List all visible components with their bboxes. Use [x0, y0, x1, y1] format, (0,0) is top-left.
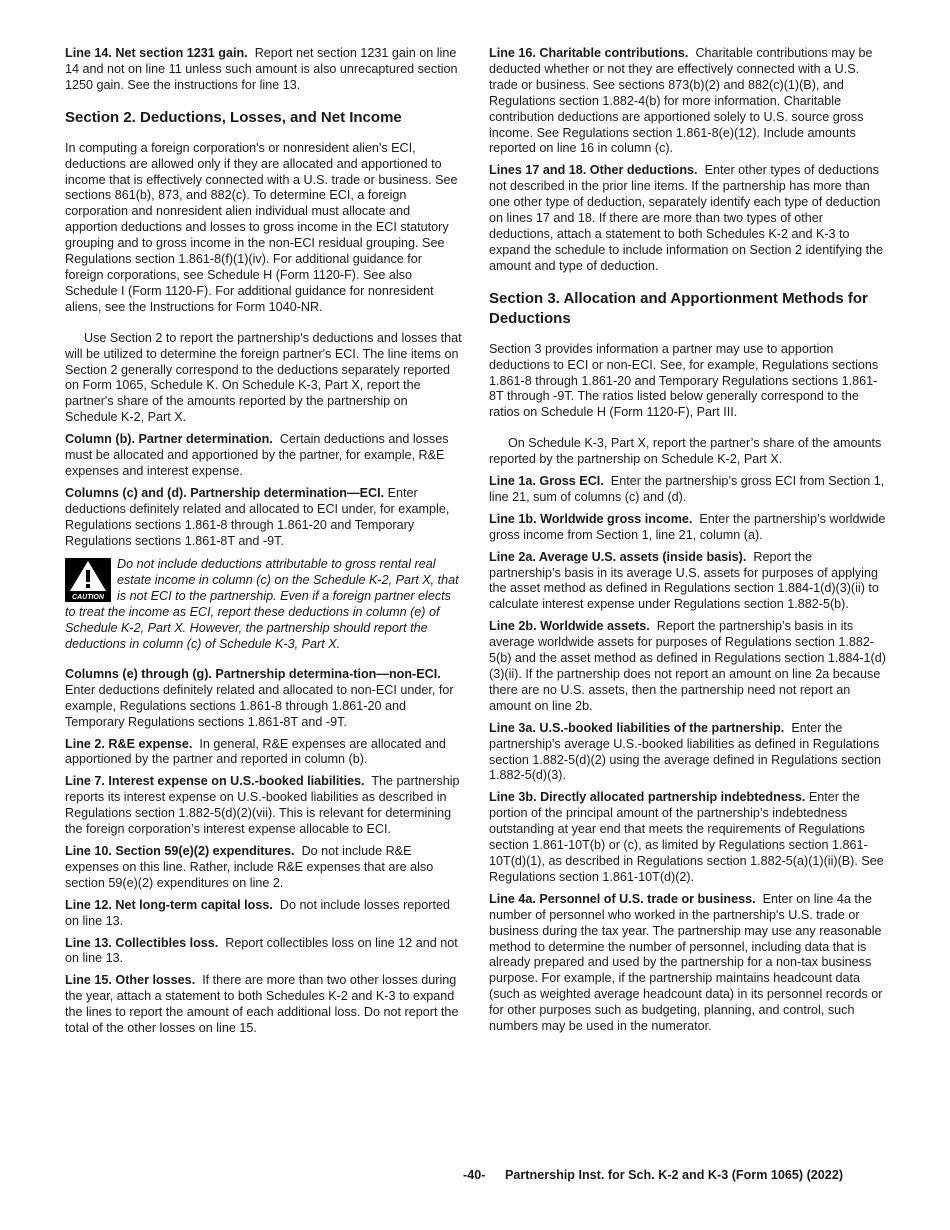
line10-paragraph — [65, 844, 463, 892]
line3b-text: Enter the portion of the principal amount of the partnership’s indebtedness outstanding at year end that meets the requirements of Regulations section 1.861-10T(b) or (c), as limited by Regulations section 1.861-10T(d)(1), as described in Regulations section 1.882-5(a)(1)(ii)(B). See Regulations section 1.861-10T(d)(2). — [489, 790, 884, 884]
line15-paragraph — [65, 973, 463, 1037]
section2-heading: Section 2. Deductions, Losses, and Net Income — [65, 108, 402, 126]
columns-c-d-text: Enter deductions definitely related and allocated to ECI under, for example, Regulations sections 1.861-8 through 1.861-20 and Temporary Regulations sections 1.861-8T and -9T. — [65, 485, 450, 548]
line7-text: The partnership reports its interest expense on U.S.-booked liabilities as described in Regulations section 1.882-5(d)(2)(vii). This is relevant for determining the foreign corporation’s interest expense allocable to ECI. — [65, 774, 460, 837]
line15-term: Line 15. Other losses. — [65, 973, 196, 988]
line1b-term: Line 1b. Worldwide gross income. — [489, 511, 693, 526]
columns-c-d-paragraph — [65, 486, 463, 550]
columns-e-g-paragraph — [65, 667, 463, 731]
line10-text: Do not include R&E expenses on this line. Rather, include R&E expenses that are also section 59(e)(2) expenditures on line 2. — [65, 843, 434, 890]
line2b-paragraph — [489, 619, 887, 714]
line13-text: Report collectibles loss on line 12 and not on line 13. — [65, 935, 458, 966]
left-column — [65, 46, 463, 1043]
line2a-term: Line 2a. Average U.S. assets (inside basis). — [489, 549, 747, 564]
line3a-text: Enter the partnership's average U.S.-booked liabilities as defined in Regulations section 1.882-5(d)(2) using the average defined in Regulations section 1.882-5(d)(3). — [489, 720, 882, 783]
section3-intro: Section 3 provides information a partner may use to apportion deductions to ECI or non-ECI. See, for example, Regulations sections 1.861-8 through 1.861-20 and Temporary Regulations sections 1.861-8T through -9T. The ratios listed below generally correspond to the ratios on Schedule H (Form 1120-F), Part III. — [489, 341, 879, 420]
columns-c-d-term: Columns (c) and (d). Partnership determination—ECI. — [65, 485, 385, 500]
lines17-18-term: Lines 17 and 18. Other deductions. — [489, 163, 698, 178]
line1b-text: Enter the partnership’s worldwide gross income from Section 1, line 21, column (a). — [489, 511, 886, 542]
line4a-term: Line 4a. Personnel of U.S. trade or business. — [489, 891, 756, 906]
section3-heading: Section 3. Allocation and Apportionment Methods for Deductions — [489, 289, 868, 327]
line10-term: Line 10. Section 59(e)(2) expenditures. — [65, 843, 295, 858]
line2b-text: Report the partnership’s basis in its average worldwide assets for purposes of Regulations section 1.882-5(b) and the asset method as defined in Regulations section 1.884-1(d)(3)(ii). If the partnership does not report an amount on line 2a because there are no U.S. assets, then the partnership need not report an amount on line 2b. — [489, 619, 886, 713]
line15-text: If there are more than two other losses during the year, attach a statement to both Schedules K-2 and K-3 to expand the lines to report the amount of each additional loss. Do not report the total of the other losses on line 15. — [65, 973, 459, 1036]
column-b-paragraph — [65, 432, 463, 480]
line4a-text: Enter on line 4a the number of personnel who worked in the partnership's U.S. trade or business during the tax year. The partnership may use any reasonable method to determine the number of personnel, including data that is already prepared and used by the partnership for a non-tax business purpose. For example, if the partnership maintains headcount data (such as weighted average headcount data) in its personnel records or for other purposes such as budgeting, planning, and control, such numbers may be used in the numerator. — [489, 891, 883, 1034]
line7-term: Line 7. Interest expense on U.S.-booked liabilities. — [65, 774, 365, 789]
line13-term: Line 13. Collectibles loss. — [65, 935, 219, 950]
line14-term: Line 14. Net section 1231 gain. — [65, 46, 248, 60]
section2-intro: In computing a foreign corporation's or nonresident alien's ECI, deductions are allowed only if they are allocated and apportioned to income that is effectively connected with a U.S. trade or business. See sections 861(b), 873, and 882(c). To determine ECI, a foreign corporation and nonresident alien individual must allocate and apportion deductions and losses to gross income in the ECI statutory grouping and to gross income in the non-ECI residual grouping. See Regulations section 1.861-8(f)(1)(iv). For additional guidance for foreign corporations, see Schedule H (Form 1120-F). See also Schedule I (Form 1120-F). For additional guidance for nonresident aliens, see the Instructions for Form 1040-NR. — [65, 140, 458, 314]
lines17-18-text: Enter other types of deductions not described in the prior line items. If the partnership has more than one other type of deduction, separately identify each type of deduction on lines 17 and 18. If there are more than two types of other deductions, attach a statement to both Schedules K-2 and K-3 to expand the schedule to include information on Section 2 identifying the amount and type of deduction. — [489, 163, 884, 273]
line1a-term: Line 1a. Gross ECI. — [489, 474, 604, 489]
line2-paragraph — [65, 737, 463, 769]
columns-e-g-text: Enter deductions definitely related and allocated to non-ECI under, for example, Regulations sections 1.861-8 through 1.861-20 and Temporary Regulations sections 1.861-8T and -9T. — [65, 682, 454, 729]
line3a-term: Line 3a. U.S.-booked liabilities of the partnership. — [489, 720, 785, 735]
line3b-term: Line 3b. Directly allocated partnership indebtedness. — [489, 790, 806, 805]
line2-text: In general, R&E expenses are allocated and apportioned by the partner and reported in column (b). — [65, 736, 446, 767]
line12-term: Line 12. Net long-term capital loss. — [65, 897, 273, 912]
line16-term: Line 16. Charitable contributions. — [489, 46, 689, 60]
footer-title: Partnership Inst. for Sch. K-2 and K-3 (Form 1065) (2022) — [505, 1168, 844, 1182]
line2a-text: Report the partnership’s basis in its average U.S. assets for purposes of applying the asset method as defined in Regulations section 1.884-1(d)(3)(ii) to calculate interest expense under Regulations section 1.882-5(b). — [489, 549, 879, 612]
line12-text: Do not include losses reported on line 13. — [65, 897, 450, 928]
line2-term: Line 2. R&E expense. — [65, 736, 193, 751]
line1a-paragraph — [489, 474, 887, 506]
line14-paragraph — [65, 46, 463, 94]
line2b-term: Line 2b. Worldwide assets. — [489, 619, 650, 634]
section3-report: On Schedule K-3, Part X, report the partner’s share of the amounts reported by the partnership on Schedule K-2, Part X. — [489, 436, 882, 467]
right-column — [489, 46, 887, 1041]
column-b-text: Certain deductions and losses must be allocated and apportioned by the partner, for example, R&E expenses and interest expense. — [65, 432, 449, 478]
column-b-term: Column (b). Partner determination. — [65, 432, 273, 447]
line3b-paragraph — [489, 790, 887, 885]
line2a-paragraph — [489, 550, 887, 614]
line1a-text: Enter the partnership’s gross ECI from Section 1, line 21, sum of columns (c) and (d). — [489, 474, 885, 504]
caution-icon — [65, 558, 111, 602]
section2-usage: Use Section 2 to report the partnership's deductions and losses that will be utilized to determine the foreign partner's ECI. The line items on Section 2 generally correspond to the deductions separately reported on Form 1065, Schedule K. On Schedule K-3, Part X, report the partner's share of the amounts reported by the partnership on Schedule K-2, Part X. — [65, 330, 462, 425]
line13-paragraph — [65, 936, 463, 968]
line16-text: Charitable contributions may be deducted whether or not they are effectively connected with a U.S. trade or business. See sections 873(b)(2) and 882(c)(1)(B), and Regulations section 1.882-4(b) for more information. Charitable contribution deductions are apportioned solely to U.S. source gross income. See Regulations section 1.861-8(e)(12). Include amounts reported on line 16 in column (c). — [489, 46, 873, 156]
columns-e-g-term: Columns (e) through (g). Partnership determina-tion—non-ECI. — [65, 666, 441, 681]
line12-paragraph — [65, 898, 463, 930]
line14-text: Report net section 1231 gain on line 14 and not on line 11 unless such amount is also unrecaptured section 1250 gain. See the instructions for line 13. — [65, 46, 458, 92]
lines17-18-paragraph — [489, 163, 887, 274]
line1b-paragraph — [489, 512, 887, 544]
caution-note — [65, 557, 463, 652]
page-number: -40- — [463, 1168, 486, 1182]
line7-paragraph — [65, 774, 463, 838]
line3a-paragraph — [489, 721, 887, 785]
caution-text: Do not include deductions attributable to gross rental real estate income in column (c) on the Schedule K-2, Part X, that is not ECI to the partnership. Even if a foreign partner elects to treat the income as ECI, report these deductions in column (e) of Schedule K-2, Part X. However, the partnership should report the deductions in column (c) of Schedule K-3, Part X. — [65, 557, 459, 651]
caution-label: CAUTION — [72, 594, 104, 602]
line16-paragraph — [489, 46, 887, 157]
line4a-paragraph — [489, 892, 887, 1035]
